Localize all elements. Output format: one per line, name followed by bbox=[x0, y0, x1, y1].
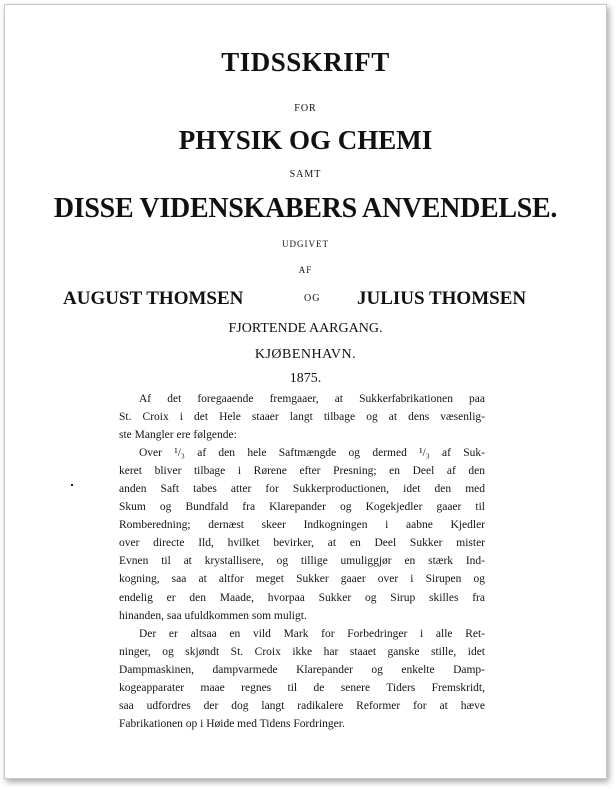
by-label: AF bbox=[298, 265, 313, 275]
body-line: keret bliver tilbage i Rørene efter Presning; en Deel af den bbox=[119, 465, 485, 478]
body-line: saa udfordres der dog langt radikalere Reformer for at hæve bbox=[119, 699, 485, 712]
journal-subtitle: PHYSIK OG CHEMI bbox=[178, 125, 433, 155]
title-connector-samt: SAMT bbox=[289, 169, 322, 180]
editor-name-1: AUGUST THOMSEN bbox=[63, 288, 244, 309]
body-line: Skum og Bundfald fra Klarepander og Kogekjedler gaaer til bbox=[119, 501, 485, 514]
body-text bbox=[119, 390, 485, 733]
body-line: kogeapparater maae regnes til de senere Tiders Fremskridt, bbox=[119, 681, 485, 694]
title-connector-for: FOR bbox=[294, 103, 317, 114]
journal-title: TIDSSKRIFT bbox=[221, 47, 390, 77]
body-line: Dampmaskinen, dampvarmede Klarepander og enkelte Damp- bbox=[119, 663, 485, 676]
body-line: ninger, og skjøndt St. Croix ikke har staaet ganske stille, idet bbox=[119, 645, 485, 658]
body-line: St. Croix i det Hele staaer langt tilbage og at dens væsenlig- bbox=[119, 411, 485, 424]
body-line: hinanden, saa ufuldkommen som muligt. bbox=[119, 609, 307, 622]
publication-year: 1875. bbox=[289, 371, 322, 386]
ink-speck bbox=[71, 484, 73, 486]
body-line: Fabrikationen op i Høide med Tidens Fordringer. bbox=[119, 717, 345, 730]
body-line: Der er altsaa en vild Mark for Forbedringer i alle Ret- bbox=[139, 627, 485, 640]
document-page bbox=[4, 4, 607, 779]
body-line: anden Saft tabes atter for Sukkerproductionen, idet den med bbox=[119, 483, 485, 496]
journal-subtitle-2: DISSE VIDENSKABERS ANVENDELSE. bbox=[53, 193, 558, 224]
publication-city: KJØBENHAVN. bbox=[254, 347, 357, 362]
body-line: Over ¹/₃ af den hele Saftmængde og dermed ¹/₃ af Suk- bbox=[139, 447, 485, 460]
body-line: ste Mangler ere følgende: bbox=[119, 429, 237, 442]
body-line: Romberedning; dernæst skeer Indkogningen i aabne Kjedler bbox=[119, 519, 485, 532]
body-line: over directe Ild, hvilket bevirker, at en Deel Sukker mister bbox=[119, 537, 485, 550]
editor-name-2: JULIUS THOMSEN bbox=[357, 288, 527, 309]
editor-connector: OG bbox=[304, 293, 321, 304]
published-label: UDGIVET bbox=[282, 239, 329, 249]
body-line: endelig er den Maade, hvorpaa Sukker og Sirup skilles fra bbox=[119, 591, 485, 604]
body-line: Af det foregaaende fremgaaer, at Sukkerfabrikationen paa bbox=[139, 393, 485, 405]
body-line: kogning, saa at altfor meget Sukker gaaer over i Sirupen og bbox=[119, 573, 485, 586]
body-line: Evnen til at krystallisere, og tillige umuliggjør en stærk Ind- bbox=[119, 555, 485, 568]
volume-label: FJORTENDE AARGANG. bbox=[228, 321, 383, 336]
